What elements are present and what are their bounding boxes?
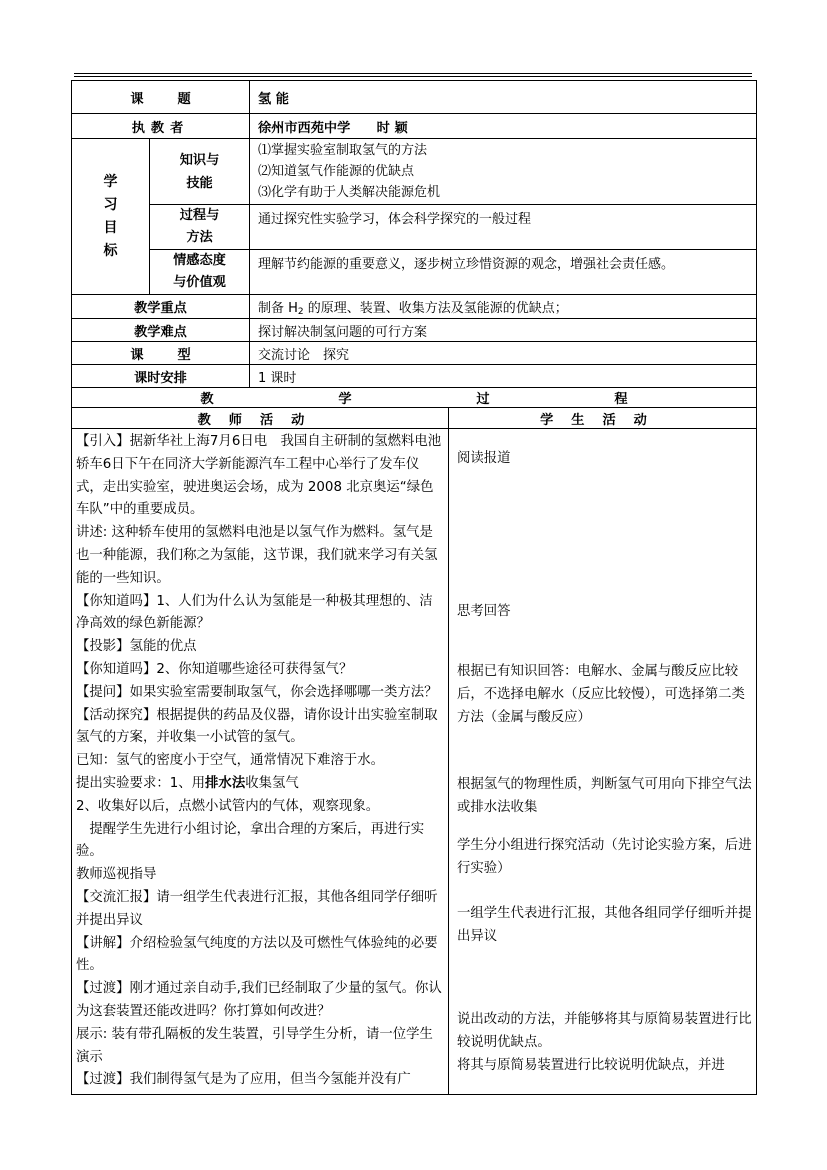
teacher-paragraph: 教师巡视指导 xyxy=(76,867,157,883)
teacher-paragraph xyxy=(76,978,444,1024)
paragraph-text: 2、你知道哪些途径可获得氢气？ xyxy=(156,661,353,677)
difficulties-label: 教学难点 xyxy=(72,319,250,342)
row-difficulties xyxy=(72,319,757,342)
row-key-points xyxy=(72,295,757,319)
knowledge-label-line: 知识与 xyxy=(179,152,220,168)
emotion-value: 理解节约能源的重要意义，逐步树立珍惜资源的观念，增强社会责任感。 xyxy=(250,250,757,295)
process-title xyxy=(72,388,757,408)
objectives-label-char: 目 xyxy=(103,219,118,236)
teacher-paragraph xyxy=(76,705,444,751)
paragraph-text: 据新华社上海7月6日电 我国自主研制的氢燃料电池轿车6日下午在同济大学新能源汽车工程中心举行了发车仪式，走出实验室，驶进奥运会场，成为 2008 北京奥运“绿色车队”中的重要成员。 xyxy=(76,434,442,518)
student-note: 根据氢气的物理性质，判断氢气可用向下排空气法或排水法收集 xyxy=(457,777,752,815)
paragraph-tag: 【交流汇报】 xyxy=(76,889,157,905)
teacher-value: 徐州市西苑中学 时 颖 xyxy=(250,114,757,139)
row-column-headers xyxy=(72,408,757,429)
topic-label: 课题 xyxy=(72,81,250,114)
paragraph-tag: 【过渡】 xyxy=(76,1072,130,1088)
emotion-label-line: 与价值观 xyxy=(173,275,226,290)
student-note: 将其与原简易装置进行比较说明优缺点，并进 xyxy=(457,1058,725,1073)
row-process-title xyxy=(72,388,757,408)
key-points-value xyxy=(250,295,757,319)
teacher-paragraph xyxy=(76,636,444,659)
row-knowledge xyxy=(72,139,757,205)
process-label-line: 过程与 xyxy=(179,208,220,223)
knowledge-label-line: 技能 xyxy=(186,175,213,191)
paragraph-tag: 【提问】 xyxy=(76,684,130,700)
teacher-paragraph xyxy=(76,1069,444,1092)
teacher-activity-cell xyxy=(72,429,449,1095)
paragraph-text: 收集氢气 xyxy=(245,775,299,791)
emotion-label xyxy=(150,250,250,295)
process-label-line: 方法 xyxy=(186,230,213,245)
teacher-label: 执教者 xyxy=(72,114,250,139)
process-label xyxy=(150,205,250,250)
student-activity-cell xyxy=(449,429,757,1095)
key-points-text: 的原理、装置、收集方法及氢能源的优缺点； xyxy=(303,300,568,316)
paragraph-tag: 【活动探究】 xyxy=(76,707,157,723)
knowledge-item: ⑶化学有助于人类解决能源危机 xyxy=(258,185,441,200)
teacher-paragraph xyxy=(76,933,444,979)
teacher-paragraph: 展示: 装有带孔隔板的发生装置，引导学生分析，请一位学生演示 xyxy=(76,1026,433,1065)
teacher-paragraph xyxy=(76,431,444,522)
paragraph-text: 介绍检验氢气纯度的方法以及可燃性气体验纯的必要性。 xyxy=(76,935,438,974)
row-teacher xyxy=(72,114,757,139)
key-points-label: 教学重点 xyxy=(72,295,250,319)
teacher-paragraph: 提醒学生先进行小组讨论，拿出合理的方案后，再进行实验。 xyxy=(76,821,425,860)
key-points-subscript: 2 xyxy=(297,306,304,317)
paragraph-tag: 【投影】 xyxy=(76,639,130,655)
lesson-plan-table xyxy=(71,80,757,1095)
objectives-label-char: 学 xyxy=(103,173,118,190)
teacher-paragraph xyxy=(76,887,444,933)
key-points-text: 制备 H xyxy=(258,300,298,316)
teacher-paragraph xyxy=(76,591,444,637)
teacher-paragraph xyxy=(76,773,444,796)
knowledge-item: ⑴掌握实验室制取氢气的方法 xyxy=(258,143,428,158)
student-activity-header: 学生活动 xyxy=(449,408,757,429)
knowledge-items xyxy=(250,139,757,205)
student-note: 思考回答 xyxy=(457,604,511,619)
teacher-paragraph: 2、收集好以后，点燃小试管内的气体，观察现象。 xyxy=(76,798,380,814)
row-schedule xyxy=(72,365,757,388)
row-type xyxy=(72,342,757,365)
paragraph-tag: 【引入】 xyxy=(76,434,130,449)
student-note: 学生分小组进行探究活动（先讨论实验方案，后进行实验） xyxy=(457,838,752,876)
paragraph-text: 我们制得氢气是为了应用，但当今氢能并没有广 xyxy=(129,1072,411,1088)
schedule-label: 课时安排 xyxy=(72,365,250,388)
header-rule-2 xyxy=(74,76,752,77)
paragraph-text: 请一组学生代表进行汇报，其他各组同学仔细听并提出异议 xyxy=(76,889,438,928)
paragraph-tag: 【你知道吗】 xyxy=(76,661,157,677)
row-emotion xyxy=(72,250,757,295)
objectives-label xyxy=(72,139,150,295)
paragraph-tag: 【讲解】 xyxy=(76,935,130,951)
paragraph-text: 如果实验室需要制取氢气，你会选择哪哪一类方法？ xyxy=(129,684,438,700)
row-topic xyxy=(72,81,757,114)
paragraph-tag: 【过渡】 xyxy=(76,981,130,997)
student-note: 根据已有知识回答：电解水、金属与酸反应比较后，不选择电解水（反应比较慢），可选择第二类方法（金属与酸反应） xyxy=(457,664,745,725)
paragraph-text: 根据提供的药品及仪器，请你设计出实验室制取氢气的方案，并收集一小试管的氢气。 xyxy=(76,707,438,746)
paragraph-text: 1、人们为什么认为氢能是一种极其理想的、洁净高效的绿色新能源？ xyxy=(76,593,433,632)
process-title-char: 过 xyxy=(476,392,490,407)
header-rule xyxy=(74,73,752,74)
knowledge-item: ⑵知道氢气作能源的优缺点 xyxy=(258,164,415,179)
teacher-paragraph xyxy=(76,682,444,705)
student-note: 阅读报道 xyxy=(457,451,511,466)
type-value: 交流讨论 探究 xyxy=(250,342,757,365)
teacher-paragraph: 讲述: 这种轿车使用的氢燃料电池是以氢气作为燃料。氢气是也一种能源，我们称之为氢能，这节课，我们就来学习有关氢能的一些知识。 xyxy=(76,525,438,586)
objectives-label-char: 习 xyxy=(103,196,118,213)
process-title-char: 程 xyxy=(614,392,628,407)
emotion-label-line: 情感态度 xyxy=(173,253,226,268)
difficulties-value: 探讨解决制氢问题的可行方案 xyxy=(250,319,757,342)
paragraph-text: 刚才通过亲自动手,我们已经制取了少量的氢气。你认为这套装置还能改进吗？你打算如何改进？ xyxy=(76,981,442,1019)
process-title-char: 教 xyxy=(200,392,214,407)
process-title-char: 学 xyxy=(338,392,352,407)
objectives-label-char: 标 xyxy=(103,242,118,259)
teacher-paragraph: 已知：氢气的密度小于空气，通常情况下难溶于水。 xyxy=(76,753,384,769)
paragraph-text: 提出实验要求：1、用 xyxy=(76,775,206,791)
row-activities xyxy=(72,429,757,1095)
type-label: 课型 xyxy=(72,342,250,365)
topic-value: 氢 能 xyxy=(250,81,757,114)
paragraph-tag: 【你知道吗】 xyxy=(76,593,157,609)
student-note: 说出改动的方法，并能够将其与原简易装置进行比较说明优缺点。 xyxy=(457,1012,752,1050)
row-process-method xyxy=(72,205,757,250)
knowledge-label xyxy=(150,139,250,205)
student-note: 一组学生代表进行汇报，其他各组同学仔细听并提出异议 xyxy=(457,906,752,944)
schedule-value: 1 课时 xyxy=(250,365,757,388)
paragraph-text: 氢能的优点 xyxy=(129,639,197,655)
process-value: 通过探究性实验学习，体会科学探究的一般过程 xyxy=(250,205,757,250)
teacher-activity-header: 教师活动 xyxy=(72,408,449,429)
teacher-paragraph xyxy=(76,659,444,682)
paragraph-emphasis: 排水法 xyxy=(205,775,246,791)
